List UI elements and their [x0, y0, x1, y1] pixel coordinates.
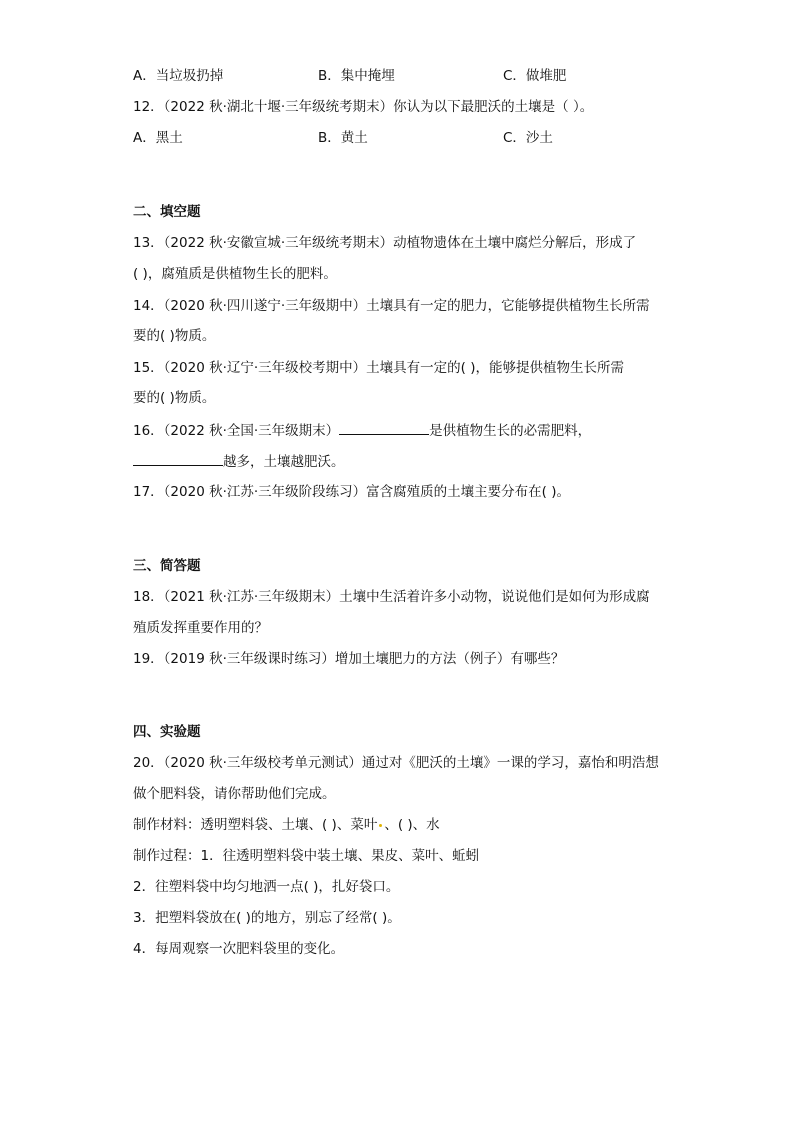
q14-line1: 14．（2020 秋·四川遂宁·三年级期中）土壤具有一定的肥力，它能够提供植物生长所需 — [133, 298, 650, 314]
q18-line1: 18．（2021 秋·江苏·三年级期末）土壤中生活着许多小动物，说说他们是如何为形成腐 — [133, 589, 650, 605]
q20-process-3: 3．把塑料袋放在( )的地方，别忘了经常( )。 — [133, 910, 401, 926]
q20-process-1: 制作过程：1．往透明塑料袋中装土壤、果皮、菜叶、蚯蚓 — [133, 848, 480, 864]
q16-line1 — [133, 420, 591, 441]
decorative-dot — [379, 824, 382, 827]
q16-line2 — [133, 451, 345, 472]
q12-option-b: B．黄土 — [318, 130, 368, 146]
section-heading-experiment: 四、实验题 — [133, 724, 201, 740]
q18-line2: 殖质发挥重要作用的？ — [133, 620, 268, 636]
materials-part-a: 制作材料：透明塑料袋、土壤、( )、菜叶 — [133, 817, 378, 833]
section-heading-fill-blank: 二、填空题 — [133, 204, 201, 220]
q13-line2: ( )，腐殖质是供植物生长的肥料。 — [133, 266, 337, 282]
q20-line1: 20．（2020 秋·三年级校考单元测试）通过对《肥沃的土壤》一课的学习，嘉怡和明浩想 — [133, 755, 659, 771]
q12-option-a: A．黑土 — [133, 130, 183, 146]
q20-materials — [133, 815, 440, 835]
materials-part-b: 、( )、水 — [384, 817, 440, 833]
q20-line2: 做个肥料袋，请你帮助他们完成。 — [133, 786, 336, 802]
q16-mid: 是供植物生长的必需肥料， — [429, 423, 592, 439]
q16-blank-1 — [339, 420, 429, 435]
q20-process-4: 4．每周观察一次肥料袋里的变化。 — [133, 941, 345, 957]
q15-line1: 15．（2020 秋·辽宁·三年级校考期中）土壤具有一定的( )，能够提供植物生长所需 — [133, 360, 624, 376]
q19-text: 19．（2019 秋·三年级课时练习）增加土壤肥力的方法（例子）有哪些？ — [133, 651, 565, 667]
q11-option-b: B．集中掩埋 — [318, 68, 395, 84]
q13-line1: 13．（2022 秋·安徽宣城·三年级统考期末）动植物遗体在土壤中腐烂分解后，形成了 — [133, 235, 637, 251]
q12-text: 12．（2022 秋·湖北十堰·三年级统考期末）你认为以下最肥沃的土壤是（ ）。 — [133, 99, 594, 115]
q11-option-a: A．当垃圾扔掉 — [133, 68, 224, 84]
q12-option-c: C．沙土 — [503, 130, 553, 146]
q16-blank-2 — [133, 451, 223, 466]
q16-prefix: 16．（2022 秋·全国·三年级期末） — [133, 423, 340, 439]
q11-option-c: C．做堆肥 — [503, 68, 567, 84]
q20-process-2: 2．往塑料袋中均匀地洒一点( )，扎好袋口。 — [133, 879, 400, 895]
q17-text: 17．（2020 秋·江苏·三年级阶段练习）富含腐殖质的土壤主要分布在( )。 — [133, 484, 570, 500]
section-heading-short-answer: 三、简答题 — [133, 558, 201, 574]
q15-line2: 要的( )物质。 — [133, 390, 216, 406]
q14-line2: 要的( )物质。 — [133, 328, 216, 344]
q16-line2-suffix: 越多，土壤越肥沃。 — [223, 454, 345, 470]
